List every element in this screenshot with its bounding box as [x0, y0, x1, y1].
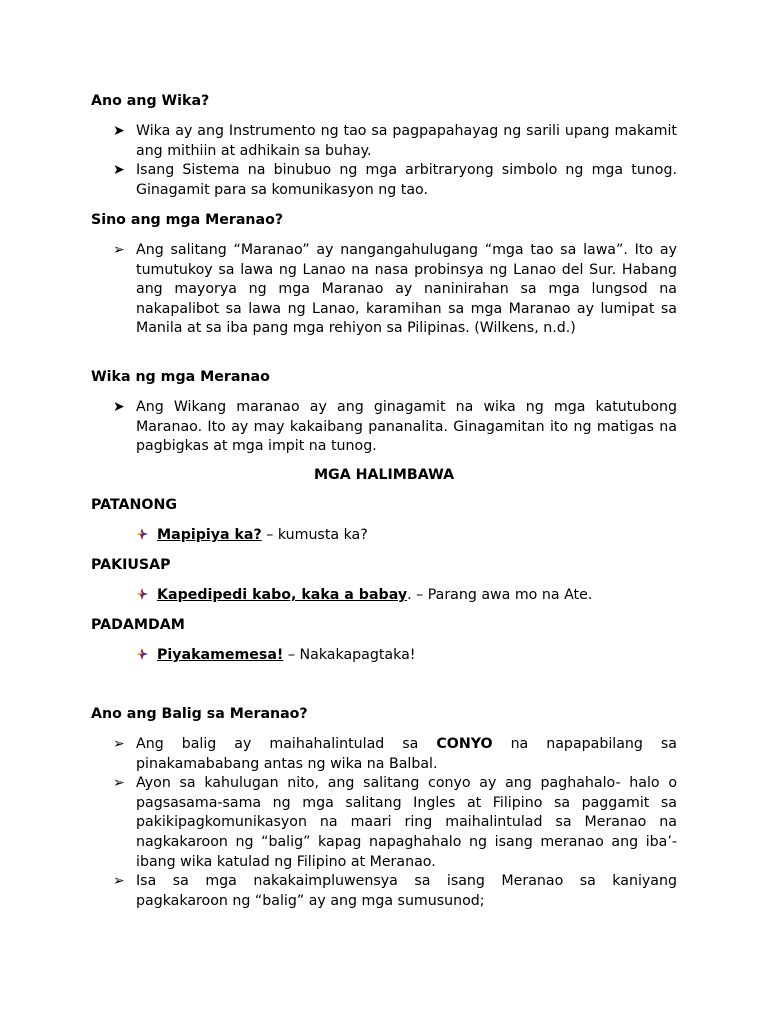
example-meaning: – Nakakapagtaka! — [283, 647, 416, 663]
label-padamdam: PADAMDAM — [91, 617, 185, 633]
list-item — [0, 735, 677, 774]
example-meaning: . – Parang awa mo na Ate. — [407, 587, 593, 603]
example-meaning: – kumusta ka? — [261, 527, 368, 543]
example-term: Mapipiya ka? — [157, 527, 262, 543]
bold-term-conyo: CONYO — [436, 736, 493, 752]
heading-sino-ang-mga-meranao: Sino ang mga Meranao? — [91, 212, 284, 228]
list-item — [0, 161, 677, 200]
four-color-diamond-bullet-icon — [136, 648, 148, 660]
example-padamdam — [136, 646, 415, 666]
heading-mga-halimbawa: MGA HALIMBAWA — [313, 467, 455, 483]
example-pakiusap — [136, 586, 592, 606]
arrow-bullet-icon: ➢ — [113, 736, 125, 752]
list-item-text: Ayon sa kahulugan nito, ang salitang conyo ay ang paghahalo- halo o pagsasama-sama ng mga salitang Ingles at Filipino sa paggamit sa pakikipagkomunikasyon na maari ring maihalintulad sa Meranao na nagkakaroon ng “balig” kapag napaghahalo ng isang meranao ang iba’-ibang wika katulad ng Filipino at Meranao. — [136, 775, 677, 870]
list-item-text: Isa sa mga nakakaimpluwensya sa isang Meranao sa kaniyang pagkakaroon ng “balig” ay ang mga sumusunod; — [136, 873, 677, 909]
list-item-text: Isang Sistema na binubuo ng mga arbitraryong simbolo ng mga tunog. Ginagamit para sa komunikasyon ng tao. — [136, 162, 677, 198]
list-item-text: na napapabilang sa pinakamababang antas ng wika na Balbal. — [136, 736, 678, 772]
heading-wika-ng-mga-meranao: Wika ng mga Meranao — [91, 369, 270, 385]
meranao-bullet-list — [0, 241, 768, 339]
list-item — [0, 241, 677, 339]
four-color-diamond-bullet-icon — [136, 528, 148, 540]
label-pakiusap: PAKIUSAP — [91, 557, 171, 573]
wika-meranao-bullet-list — [0, 398, 768, 457]
list-item — [0, 872, 677, 911]
list-item-text: Ang salitang “Maranao” ay nangangahulugang “mga tao sa lawa”. Ito ay tumutukoy sa lawa ng Lanao na nasa probinsya ng Lanao del Sur. Habang ang mayorya ng mga Maranao ay naninirahan sa mga lungsod na nakapalibot sa lawa ng Lanao, karamihan sa mga Maranao ay lumipat sa Manila at sa iba pang mga rehiyon sa Pilipinas. (Wilkens, n.d.) — [136, 242, 677, 337]
heading-ano-ang-balig: Ano ang Balig sa Meranao? — [91, 706, 308, 722]
label-patanong: PATANONG — [91, 497, 177, 513]
arrowhead-bullet-icon: ➤ — [113, 399, 125, 415]
list-item — [0, 774, 677, 872]
four-color-diamond-bullet-icon — [136, 588, 148, 600]
list-item — [0, 398, 677, 457]
example-term: Kapedipedi kabo, kaka a babay — [157, 587, 408, 603]
list-item-text: Ang Wikang maranao ay ang ginagamit na wika ng mga katutubong Maranao. Ito ay may kakaibang pananalita. Ginagamitan ito ng matigas na pagbigkas at mga impit na tunog. — [136, 399, 677, 455]
balig-bullet-list — [0, 735, 768, 911]
arrow-bullet-icon: ➢ — [113, 242, 125, 258]
list-item — [0, 122, 677, 161]
heading-ano-ang-wika: Ano ang Wika? — [91, 93, 210, 109]
example-term: Piyakamemesa! — [157, 647, 284, 663]
arrow-bullet-icon: ➢ — [113, 775, 125, 792]
example-patanong — [136, 526, 368, 546]
list-item-text: Wika ay ang Instrumento ng tao sa pagpapahayag ng sarili upang makamit ang mithiin at adhikain sa buhay. — [136, 123, 677, 159]
arrow-bullet-icon: ➢ — [113, 873, 125, 890]
list-item-text: Ang balig ay maihahalintulad sa — [136, 736, 437, 752]
arrowhead-bullet-icon: ➤ — [113, 123, 125, 139]
wika-bullet-list — [0, 122, 768, 200]
arrowhead-bullet-icon: ➤ — [113, 162, 125, 179]
